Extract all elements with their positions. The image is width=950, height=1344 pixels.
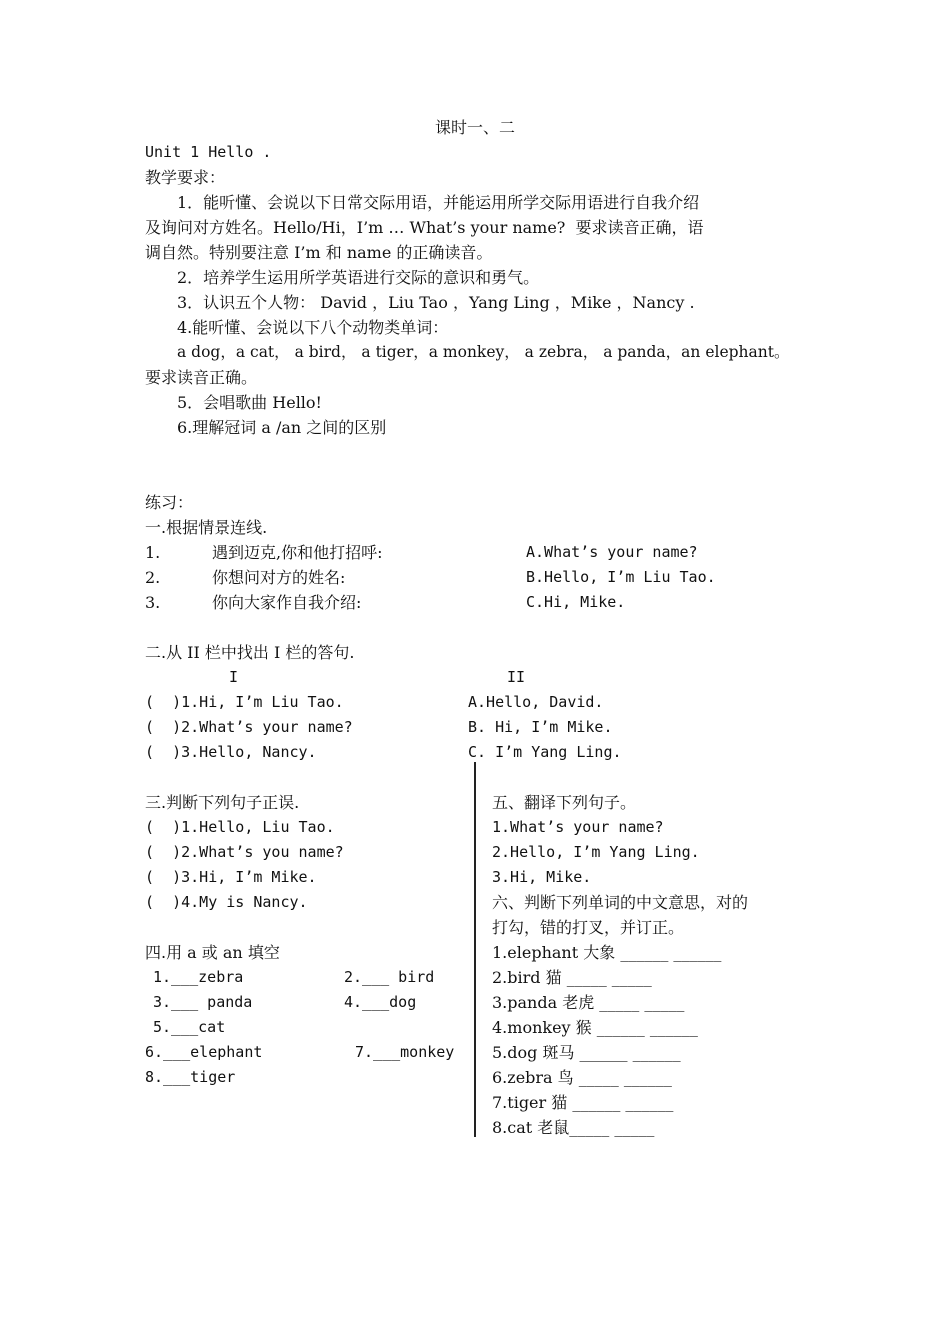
requirement-line: 调自然。特别要注意 I’m 和 name 的正确读音。 — [145, 243, 493, 262]
section6-item: 5.dog 斑马 ______ ______ — [492, 1043, 681, 1062]
section3-item: ( )1.Hello, Liu Tao. — [145, 818, 335, 836]
section4-item: 7.___monkey — [355, 1043, 455, 1061]
section2-column-ii: II — [507, 668, 526, 686]
section1-item-answer: B.Hello, I’m Liu Tao. — [526, 568, 716, 586]
section5-item: 3.Hi, Mike. — [492, 868, 592, 886]
section6-item: 8.cat 老鼠_____ _____ — [492, 1118, 655, 1137]
unit-title: Unit 1 Hello . — [145, 143, 272, 161]
section2-answer: B. Hi, I’m Mike. — [468, 718, 613, 736]
requirement-line: 及询问对方姓名。Hello/Hi，I’m … What’s your name? 要求读音正确，语 — [145, 218, 704, 237]
section6-item: 3.panda 老虎 _____ _____ — [492, 993, 685, 1012]
section1-item-text: 你向大家作自我介绍: — [212, 593, 362, 612]
requirement-line: 4.能听懂、会说以下八个动物类单词： — [177, 318, 449, 337]
section6-item: 6.zebra 鸟 _____ ______ — [492, 1068, 672, 1087]
practice-heading: 练习： — [145, 493, 194, 512]
section2-column-i: I — [229, 668, 239, 686]
requirement-line: 5．会唱歌曲 Hello! — [177, 393, 322, 412]
requirements-heading: 教学要求： — [145, 168, 226, 187]
requirement-line: 1．能听懂、会说以下日常交际用语，并能运用所学交际用语进行自我介绍 — [177, 193, 700, 212]
section2-question: ( )3.Hello, Nancy. — [145, 743, 317, 761]
section1-item-num: 1. — [145, 543, 161, 562]
section3-item: ( )4.My is Nancy. — [145, 893, 308, 911]
section2-question: ( )2.What’s your name? — [145, 718, 353, 736]
section4-item: 2.___ bird — [344, 968, 435, 986]
section2-question: ( )1.Hi, I’m Liu Tao. — [145, 693, 344, 711]
section1-item-answer: A.What’s your name? — [526, 543, 698, 561]
section5-item: 1.What’s your name? — [492, 818, 664, 836]
section5-heading: 五、翻译下列句子。 — [492, 793, 637, 812]
requirement-line: a dog，a cat， a bird， a tiger，a monkey， a zebra， a panda，an elephant。 — [177, 343, 790, 361]
section1-item-text: 遇到迈克,你和他打招呼: — [212, 543, 383, 562]
section4-item: 8.___tiger — [145, 1068, 236, 1086]
section6-item: 1.elephant 大象 ______ ______ — [492, 943, 722, 962]
requirement-line: 要求读音正确。 — [145, 368, 258, 387]
section5-item: 2.Hello, I’m Yang Ling. — [492, 843, 700, 861]
section1-item-num: 3. — [145, 593, 161, 612]
section1-item-answer: C.Hi, Mike. — [526, 593, 626, 611]
page-title: 课时一、二 — [434, 118, 515, 137]
section1-item-text: 你想问对方的姓名: — [212, 568, 346, 587]
section4-item: 3.___ panda — [153, 993, 253, 1011]
section4-item: 6.___elephant — [145, 1043, 263, 1061]
section3-item: ( )2.What’s you name? — [145, 843, 344, 861]
section6-heading: 六、判断下列单词的中文意思，对的 — [492, 893, 749, 912]
section4-item: 5.___cat — [153, 1018, 226, 1036]
section6-item: 4.monkey 猴 ______ ______ — [492, 1018, 698, 1037]
section1-heading: 一.根据情景连线. — [145, 518, 268, 537]
requirement-line: 6.理解冠词 a /an 之间的区别 — [177, 418, 387, 437]
section6-heading: 打勾，错的打叉，并订正。 — [492, 918, 685, 937]
section4-item: 1.___zebra — [153, 968, 244, 986]
section6-item: 2.bird 猫 _____ _____ — [492, 968, 652, 987]
requirement-line: 3．认识五个人物： David ，Liu Tao ，Yang Ling ，Mike ，Nancy . — [177, 293, 695, 312]
section1-item-num: 2. — [145, 568, 161, 587]
section3-heading: 三.判断下列句子正误. — [145, 793, 300, 812]
column-divider — [474, 762, 476, 1137]
section2-heading: 二.从 II 栏中找出 I 栏的答句. — [145, 643, 355, 662]
section2-answer: A.Hello, David. — [468, 693, 604, 711]
section3-item: ( )3.Hi, I’m Mike. — [145, 868, 317, 886]
section4-item: 4.___dog — [344, 993, 417, 1011]
section6-item: 7.tiger 猫 ______ ______ — [492, 1093, 674, 1112]
section4-heading: 四.用 a 或 an 填空 — [145, 943, 280, 962]
section2-answer: C. I’m Yang Ling. — [468, 743, 622, 761]
requirement-line: 2．培养学生运用所学英语进行交际的意识和勇气。 — [177, 268, 540, 287]
